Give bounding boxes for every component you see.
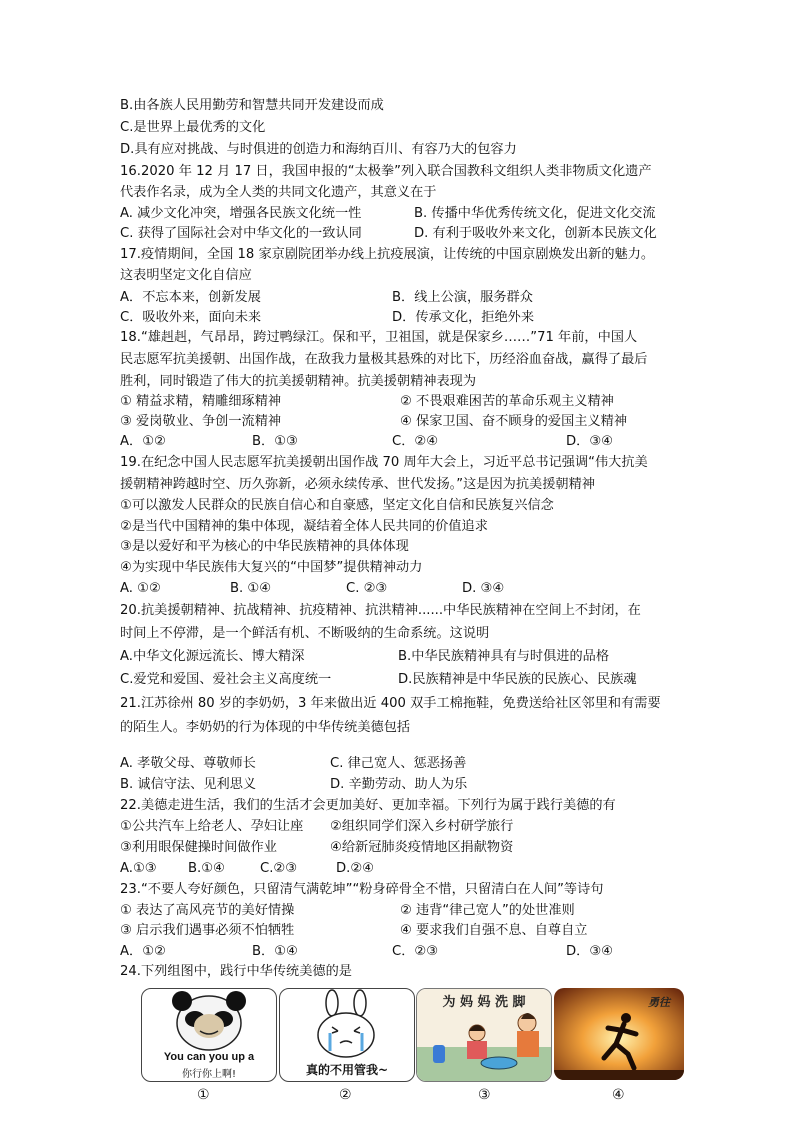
q22-item-1: ①公共汽车上给老人、孕妇让座 (120, 819, 304, 834)
q22-option-a: A.①③ (120, 861, 157, 876)
runner-caption: 勇往 (648, 996, 670, 1009)
question-19-cont: 援朝精神跨越时空、历久弥新，必须永续传承、世代发扬。”这是因为抗美援朝精神 (120, 477, 595, 492)
q20-option-c: C.爱党和爱国、爱社会主义高度统一 (120, 672, 332, 687)
q19-item-3: ③是以爱好和平为核心的中华民族精神的具体体现 (120, 539, 409, 554)
q16-option-b: B. 传播中华优秀传统文化，促进文化交流 (414, 206, 656, 221)
question-18-cont2: 胜利，同时锻造了伟大的抗美援朝精神。抗美援朝精神表现为 (120, 374, 477, 389)
q18-option-b: B．①③ (252, 434, 298, 449)
option-line-d: D.具有应对挑战、与时俱进的创造力和海纳百川、有容乃大的包容力 (120, 142, 517, 157)
panda-caption-cn: 你行你上啊! (181, 1069, 236, 1080)
question-16-cont: 代表作名录，成为全人类的共同文化遗产，其意义在于 (120, 185, 437, 200)
q18-option-c: C．②④ (392, 434, 439, 449)
panda-caption-en: You can you up a (163, 1051, 255, 1063)
image-caption-3: ③ (478, 1087, 491, 1103)
q21-option-a: A. 孝敬父母、尊敬师长 (120, 756, 256, 771)
q23-option-c: C．②③ (392, 944, 439, 959)
q19-option-c: C. ②③ (346, 581, 388, 596)
image-caption-4: ④ (612, 1087, 625, 1103)
q18-item-2: ② 不畏艰难困苦的革命乐观主义精神 (400, 394, 614, 409)
q22-option-b: B.①④ (188, 861, 225, 876)
question-19: 19.在纪念中国人民志愿军抗美援朝出国作战 70 周年大会上，习近平总书记强调“伟大抗美 (120, 455, 648, 470)
q16-option-c: C. 获得了国际社会对中华文化的一致认同 (120, 226, 362, 241)
question-23: 23.“不要人夸好颜色，只留清气满乾坤”“粉身碎骨全不惜，只留清白在人间”等诗句 (120, 882, 604, 897)
q17-option-a: A．不忘本来，创新发展 (120, 290, 261, 305)
q23-item-2: ② 违背“律己宽人”的处世准则 (400, 903, 575, 918)
question-22: 22.美德走进生活，我们的生活才会更加美好、更加幸福。下列行为属于践行美德的有 (120, 798, 616, 813)
option-line-b: B.由各族人民用勤劳和智慧共同开发建设而成 (120, 98, 384, 113)
option-line-c: C.是世界上最优秀的文化 (120, 120, 266, 135)
q18-item-3: ③ 爱岗敬业、争创一流精神 (120, 414, 282, 429)
q17-option-c: C．吸收外来，面向未来 (120, 310, 262, 325)
q23-item-4: ④ 要求我们自强不息、自尊自立 (400, 923, 588, 938)
q17-option-b: B．线上公演，服务群众 (392, 290, 533, 305)
q18-option-d: D．③④ (566, 434, 613, 449)
q18-option-a: A．①② (120, 434, 166, 449)
q22-item-2: ②组织同学们深入乡村研学旅行 (330, 819, 514, 834)
q21-option-d: D. 辛勤劳动、助人为乐 (330, 777, 468, 792)
q19-item-2: ②是当代中国精神的集中体现，凝结着全体人民共同的价值追求 (120, 519, 488, 534)
q22-option-c: C.②③ (260, 861, 298, 876)
q19-option-b: B. ①④ (230, 581, 272, 596)
question-17: 17.疫情期间，全国 18 家京剧院团举办线上抗疫展演，让传统的中国京剧焕发出新的魅力。 (120, 247, 655, 262)
question-20-cont: 时间上不停滞，是一个鲜活有机、不断吸纳的生命系统。这说明 (120, 626, 490, 641)
question-17-cont: 这表明坚定文化自信应 (120, 268, 252, 283)
question-18-cont1: 民志愿军抗美援朝、出国作战，在敌我力量极其悬殊的对比下，历经浴血奋战，赢得了最后 (120, 352, 648, 367)
question-21: 21.江苏徐州 80 岁的李奶奶，3 年来做出近 400 双手工棉拖鞋，免费送给社区邻里和有需要 (120, 696, 661, 711)
q16-option-a: A. 减少文化冲突，增强各民族文化统一性 (120, 206, 362, 221)
q19-option-d: D. ③④ (462, 581, 505, 596)
washing-feet-caption: 为 妈 妈 洗 脚 (442, 995, 526, 1010)
question-24: 24.下列组图中，践行中华传统美德的是 (120, 964, 352, 979)
q22-item-4: ④给新冠肺炎疫情地区捐献物资 (330, 840, 514, 855)
image-caption-2: ② (339, 1087, 352, 1103)
q20-option-b: B.中华民族精神具有与时俱进的品格 (398, 649, 610, 664)
q17-option-d: D．传承文化，拒绝外来 (392, 310, 535, 325)
image-panda-meme (141, 988, 277, 1082)
question-21-cont: 的陌生人。李奶奶的行为体现的中华传统美德包括 (120, 720, 411, 735)
question-16: 16.2020 年 12 月 17 日，我国申报的“太极拳”列入联合国教科文组织人类非物质文化遗产 (120, 164, 652, 179)
q20-option-d: D.民族精神是中华民族的民族心、民族魂 (398, 672, 637, 687)
q23-option-d: D．③④ (566, 944, 613, 959)
q18-item-4: ④ 保家卫国、奋不顾身的爱国主义精神 (400, 414, 628, 429)
q23-item-1: ① 表达了高风亮节的美好情操 (120, 903, 295, 918)
question-20: 20.抗美援朝精神、抗战精神、抗疫精神、抗洪精神......中华民族精神在空间上不封闭，在 (120, 603, 641, 618)
q23-option-b: B．①④ (252, 944, 298, 959)
q22-item-3: ③利用眼保健操时间做作业 (120, 840, 277, 855)
image-washing-feet (416, 988, 552, 1082)
q21-option-c: C. 律己宽人、惩恶扬善 (330, 756, 467, 771)
q23-item-3: ③ 启示我们遇事必须不怕牺牲 (120, 923, 295, 938)
q23-option-a: A．①② (120, 944, 166, 959)
q19-option-a: A. ①② (120, 581, 161, 596)
image-crying-rabbit (279, 988, 415, 1082)
q22-option-d: D.②④ (336, 861, 374, 876)
q21-option-b: B. 诚信守法、见利思义 (120, 777, 257, 792)
q18-item-1: ① 精益求精，精雕细琢精神 (120, 394, 282, 409)
q16-option-d: D. 有利于吸收外来文化，创新本民族文化 (414, 226, 657, 241)
image-runner-sunset (554, 988, 684, 1080)
q19-item-4: ④为实现中华民族伟大复兴的“中国梦”提供精神动力 (120, 560, 423, 575)
q20-option-a: A.中华文化源远流长、博大精深 (120, 649, 305, 664)
rabbit-caption: 真的不用管我~ (305, 1063, 389, 1077)
image-caption-1: ① (197, 1087, 210, 1103)
question-18: 18.“雄赳赳，气昂昂，跨过鸭绿江。保和平，卫祖国，就是保家乡……”71 年前，中国人 (120, 330, 638, 345)
q19-item-1: ①可以激发人民群众的民族自信心和自豪感，坚定文化自信和民族复兴信念 (120, 498, 554, 513)
